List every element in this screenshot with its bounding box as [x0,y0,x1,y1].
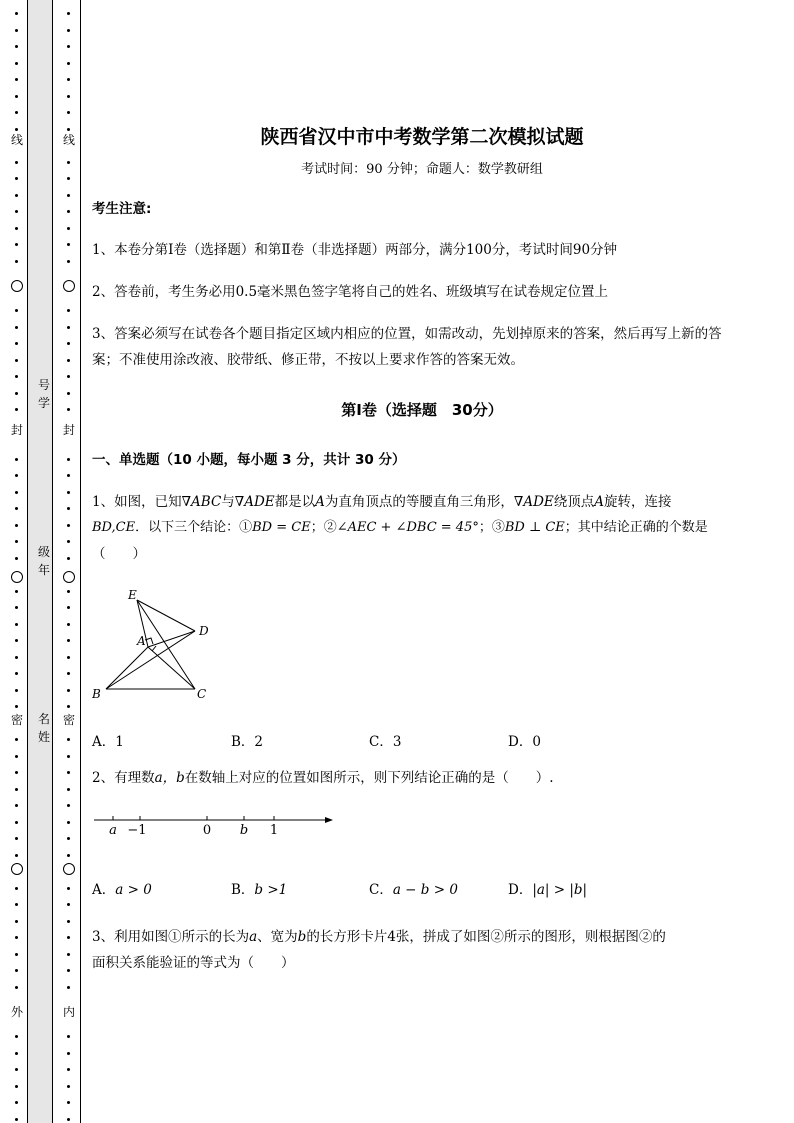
cut-line-dot [15,590,18,593]
cut-line-dot [67,392,70,395]
cut-line-dot [15,392,18,395]
figure-label-c: C [197,687,207,701]
cut-line-dot [67,540,70,543]
cut-line-dot [15,524,18,527]
cut-line-dot [67,623,70,626]
cut-line-dot [15,45,18,48]
question-1-option-c[interactable]: C．3 [369,734,402,750]
cut-line-dot [15,788,18,791]
cut-line-dot [67,903,70,906]
cut-line-dot [15,656,18,659]
cut-line-dot [67,656,70,659]
cut-line-dot [67,936,70,939]
cut-line-dot [15,1118,18,1121]
cut-line-dot [15,161,18,164]
student-id-field: 号 学 [37,378,50,410]
cut-line-dot [15,1085,18,1088]
cut-line-dot [67,804,70,807]
cut-line-dot [67,1052,70,1055]
cut-line-dot [67,78,70,81]
figure-label-a: A [137,634,146,648]
cut-line-dot [15,738,18,741]
left-cut-mark: 封 [8,423,26,437]
question-1-line-1: 1、如图，已知∇ABC与∇ADE都是以A为直角顶点的等腰直角三角形，∇ADE绕顶点A旋转，连接 [92,494,672,510]
cut-line-dot [67,243,70,246]
axis-label-one: 1 [269,823,279,838]
cut-line-dot [67,821,70,824]
cut-line-dot [67,689,70,692]
question-3-line-2: 面积关系能验证的等式为（ ） [92,955,295,971]
right-cut-mark: 封 [60,423,78,437]
cut-line-dot [15,359,18,362]
cut-line-dot [15,689,18,692]
cut-line-dot [67,738,70,741]
cut-line-dot [15,111,18,114]
notice-item-1: 1、本卷分第Ⅰ卷（选择题）和第Ⅱ卷（非选择题）两部分，满分100分，考试时间90分钟 [92,242,618,258]
part-one-title: 第Ⅰ卷（选择题 30分） [341,401,503,419]
binding-hole-icon [63,571,75,583]
cut-line-dot [15,821,18,824]
cut-line-dot [15,953,18,956]
question-1-figure [92,585,222,703]
cut-line-dot [67,672,70,675]
question-1-line-2: BD,CE．以下三个结论：①BD = CE；②∠AEC + ∠DBC = 45°；③BD ⊥ CE；其中结论正确的个数是 [92,520,708,535]
cut-line-dot [15,1052,18,1055]
cut-line-dot [67,557,70,560]
question-1-blank: （ ） [92,546,146,562]
question-1-option-d[interactable]: D．0 [508,734,541,750]
cut-line-dot [15,177,18,180]
cut-line-dot [15,540,18,543]
cut-line-dot [15,771,18,774]
right-cut-mark: 内 [60,1005,78,1019]
cut-line-dot [67,95,70,98]
binding-hole-icon [11,571,23,583]
cut-line-dot [67,111,70,114]
cut-line-dot [15,210,18,213]
cut-line-dot [67,326,70,329]
cut-line-dot [15,755,18,758]
question-1-option-b[interactable]: B．2 [231,734,264,750]
cut-line-dot [15,491,18,494]
cut-line-dot [15,326,18,329]
figure-label-d: D [199,624,209,638]
cut-line-dot [15,62,18,65]
right-dotted-cut-line [64,0,74,1123]
cut-line-dot [67,309,70,312]
notice-heading: 考生注意: [92,201,152,217]
cut-line-dot [15,260,18,263]
cut-line-dot [15,986,18,989]
figure-label-b: B [92,687,101,701]
cut-line-dot [15,854,18,857]
cut-line-dot [67,128,70,131]
cut-line-dot [15,1035,18,1038]
cut-line-dot [15,95,18,98]
cut-line-dot [67,969,70,972]
cut-line-dot [15,375,18,378]
cut-line-dot [15,837,18,840]
cut-line-dot [67,920,70,923]
cut-line-dot [15,887,18,890]
axis-label-b: b [239,823,249,838]
exam-info: 考试时间：90 分钟；命题人：数学教研组 [301,162,543,177]
cut-line-dot [15,309,18,312]
cut-line-dot [67,590,70,593]
cut-line-dot [67,705,70,708]
cut-line-dot [15,227,18,230]
cut-line-dot [67,194,70,197]
question-1-option-a[interactable]: A．1 [92,734,124,750]
cut-line-dot [15,639,18,642]
cut-line-dot [67,887,70,890]
cut-line-dot [67,375,70,378]
left-cut-mark: 线 [8,133,26,147]
cut-line-dot [15,920,18,923]
right-cut-mark: 密 [60,713,78,727]
cut-line-dot [67,458,70,461]
axis-label-neg-one: −1 [127,823,147,838]
question-2-option-c[interactable]: C．a − b > 0 [369,882,458,898]
cut-line-dot [15,458,18,461]
left-cut-mark: 密 [8,713,26,727]
cut-line-dot [67,45,70,48]
cut-line-dot [67,1035,70,1038]
cut-line-dot [67,788,70,791]
cut-line-dot [67,1085,70,1088]
name-field: 名 姓 [37,712,50,744]
cut-line-dot [67,408,70,411]
cut-line-dot [15,78,18,81]
number-line [92,808,342,842]
cut-line-dot [15,29,18,32]
cut-line-dot [67,177,70,180]
cut-line-dot [15,606,18,609]
cut-line-dot [67,755,70,758]
cut-line-dot [67,507,70,510]
binding-hole-icon [11,280,23,292]
cut-line-dot [67,986,70,989]
cut-line-dot [67,1118,70,1121]
cut-line-dot [15,1068,18,1071]
axis-label-zero: 0 [202,823,212,838]
section-heading: 一、单选题（10 小题，每小题 3 分，共计 30 分） [92,452,406,468]
cut-line-dot [67,227,70,230]
cut-line-dot [67,260,70,263]
left-cut-mark: 外 [8,1005,26,1019]
cut-line-dot [67,12,70,15]
binding-hole-icon [63,280,75,292]
cut-line-dot [15,194,18,197]
cut-line-dot [15,408,18,411]
cut-line-dot [15,969,18,972]
question-2-option-a[interactable]: A．a > 0 [92,882,152,898]
cut-line-dot [67,342,70,345]
question-2-text: 2、有理数a，b在数轴上对应的位置如图所示，则下列结论正确的是（ ）. [92,770,554,786]
cut-line-dot [15,1101,18,1104]
cut-line-dot [67,606,70,609]
cut-line-dot [15,12,18,15]
cut-line-dot [15,804,18,807]
binding-margin [0,0,84,1123]
cut-line-dot [15,557,18,560]
question-2-option-d[interactable]: D．|a| > |b| [508,882,588,898]
axis-label-a: a [109,823,117,838]
cut-line-dot [67,161,70,164]
cut-line-dot [67,359,70,362]
cut-line-dot [15,507,18,510]
right-cut-mark: 线 [60,133,78,147]
grade-field: 级 年 [37,545,50,577]
cut-line-dot [67,524,70,527]
notice-item-3: 3、答案必须写在试卷各个题目指定区域内相应的位置，如需改动，先划掉原来的答案，然后再写上新的答案；不准使用涂改液、胶带纸、修正带，不按以上要求作答的答案无效。 [92,326,722,368]
cut-line-dot [67,491,70,494]
binding-hole-icon [63,863,75,875]
cut-line-dot [15,936,18,939]
page-title: 陕西省汉中市中考数学第二次模拟试题 [260,126,584,148]
cut-line-dot [15,705,18,708]
cut-line-dot [67,771,70,774]
cut-line-dot [67,62,70,65]
question-3-line-1: 3、利用如图①所示的长为a、宽为b的长方形卡片4张，拼成了如图②所示的图形，则根据图②的 [92,929,666,945]
cut-line-dot [67,639,70,642]
cut-line-dot [15,342,18,345]
cut-line-dot [67,854,70,857]
cut-line-dot [67,837,70,840]
cut-line-dot [15,243,18,246]
cut-line-dot [15,672,18,675]
cut-line-dot [67,1101,70,1104]
figure-label-e: E [128,588,137,602]
left-dotted-cut-line [12,0,22,1123]
cut-line-dot [15,903,18,906]
question-2-option-b[interactable]: B．b >1 [231,882,288,898]
binding-hole-icon [11,863,23,875]
margin-border-line [80,0,81,1123]
cut-line-dot [67,29,70,32]
cut-line-dot [67,474,70,477]
cut-line-dot [67,953,70,956]
cut-line-dot [15,623,18,626]
cut-line-dot [67,210,70,213]
cut-line-dot [15,474,18,477]
cut-line-dot [15,128,18,131]
cut-line-dot [67,1068,70,1071]
notice-item-2: 2、答卷前，考生务必用0.5毫米黑色签字笔将自己的姓名、班级填写在试卷规定位置上 [92,284,609,300]
